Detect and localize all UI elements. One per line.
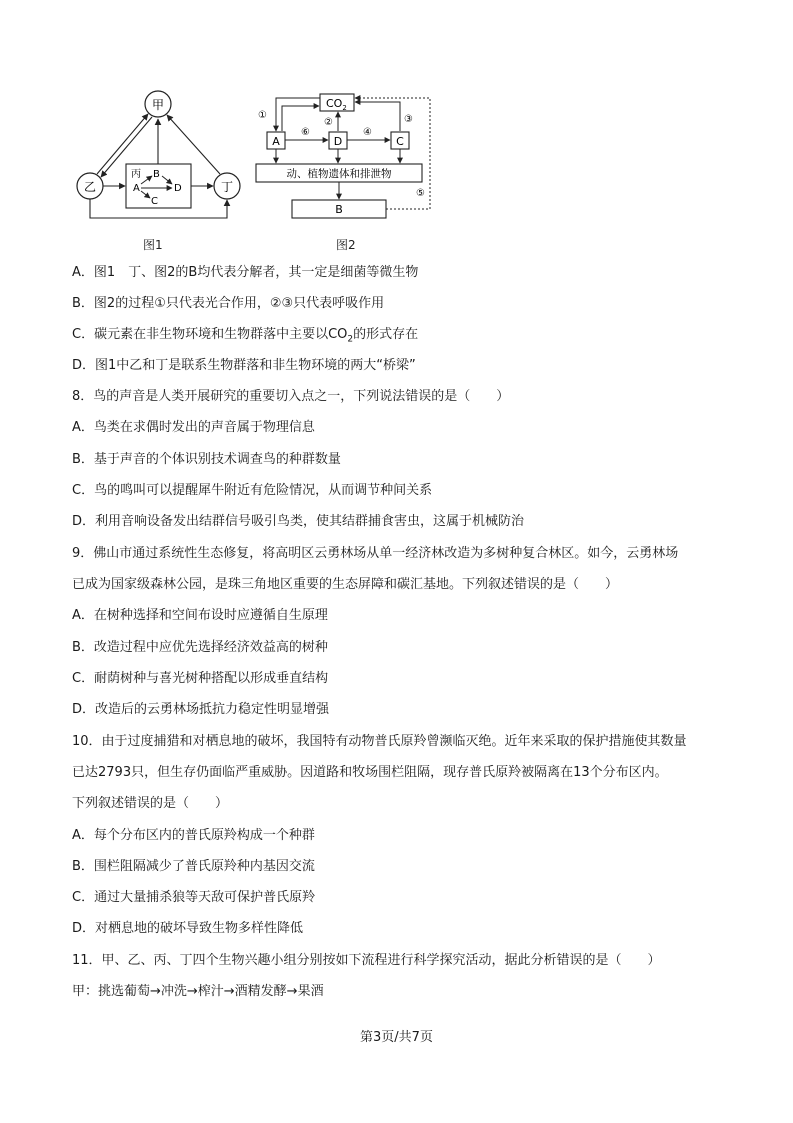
fig1-label-yi: 乙 xyxy=(83,180,97,194)
fig2-label-1: ① xyxy=(258,110,267,121)
fig2-label-D: D xyxy=(333,135,343,148)
q9-option-a: A．在树种选择和空间布设时应遵循自生原理 xyxy=(72,608,328,623)
fig2-label-3: ③ xyxy=(404,114,413,125)
q7-option-c xyxy=(72,326,418,349)
q7-option-c-sub: 2 xyxy=(347,334,354,345)
fig1-label-A: A xyxy=(133,183,140,194)
fig2-label-co2: $CO_2$ xyxy=(326,97,347,112)
figure-1 xyxy=(77,91,240,218)
fig1-label-ding: 丁 xyxy=(220,180,234,194)
q11-flow-jia: 甲：挑选葡萄→冲洗→榨汁→酒精发酵→果酒 xyxy=(72,984,324,999)
q10-stem-line1: 10．由于过度捕猎和对栖息地的破坏，我国特有动物普氏原羚曾濒临灭绝。近年来采取的保护措施使其数量 xyxy=(72,734,687,749)
fig1-label-D: D xyxy=(174,183,182,194)
fig1-label-B: B xyxy=(153,169,160,180)
fig2-label-B: B xyxy=(335,203,343,216)
fig2-label-4: ④ xyxy=(363,127,372,138)
fig2-label-5: ⑤ xyxy=(416,188,425,199)
q11-stem: 11．甲、乙、丙、丁四个生物兴趣小组分别按如下流程进行科学探究活动，据此分析错误的是（ ） xyxy=(72,953,661,968)
q7-option-c-post: 的形式存在 xyxy=(353,327,419,342)
fig2-label-6: ⑥ xyxy=(301,127,310,138)
q8-option-b: B．基于声音的个体识别技术调查鸟的种群数量 xyxy=(72,452,341,467)
fig2-label-C: C xyxy=(396,135,404,148)
q8-stem: 8．鸟的声音是人类开展研究的重要切入点之一，下列说法错误的是（ ） xyxy=(72,389,510,404)
fig2-caption: 图2 xyxy=(336,238,356,252)
fig1-label-jia: 甲 xyxy=(151,98,165,112)
q10-option-b: B．围栏阻隔减少了普氏原羚种内基因交流 xyxy=(72,859,315,874)
fig2-label-A: A xyxy=(272,135,280,148)
q10-stem-line2: 已达2793只，但生存仍面临严重威胁。因道路和牧场围栏阻隔，现存普氏原羚被隔离在13个分布区内。 xyxy=(72,765,668,780)
q7-option-d: D．图1中乙和丁是联系生物群落和非生物环境的两大“桥梁” xyxy=(72,358,416,373)
fig1-caption: 图1 xyxy=(143,238,163,252)
q10-option-c: C．通过大量捕杀狼等天敌可保护普氏原羚 xyxy=(72,890,316,905)
q9-stem-line2: 已成为国家级森林公园，是珠三角地区重要的生态屏障和碳汇基地。下列叙述错误的是（ ） xyxy=(72,577,619,592)
page-footer: 第3页/共7页 xyxy=(360,1030,433,1045)
q7-option-c-pre: C．碳元素在非生物环境和生物群落中主要以CO xyxy=(72,327,348,342)
q8-option-d: D．利用音响设备发出结群信号吸引鸟类，使其结群捕食害虫，这属于机械防治 xyxy=(72,514,525,529)
q7-option-b: B．图2的过程①只代表光合作用，②③只代表呼吸作用 xyxy=(72,296,385,311)
fig1-label-C: C xyxy=(151,196,158,207)
fig1-label-bing: 丙 xyxy=(131,169,141,180)
q8-option-a: A．鸟类在求偶时发出的声音属于物理信息 xyxy=(72,420,315,435)
carbon-cycle-diagrams xyxy=(70,88,450,258)
q10-option-a: A．每个分布区内的普氏原羚构成一个种群 xyxy=(72,828,315,843)
fig2-label-2: ② xyxy=(324,117,333,128)
q10-stem-line3: 下列叙述错误的是（ ） xyxy=(72,796,229,811)
figures-area xyxy=(70,88,450,258)
q9-option-d: D．改造后的云勇林场抵抗力稳定性明显增强 xyxy=(72,702,330,717)
fig2-label-remains: 动、植物遗体和排泄物 xyxy=(286,168,392,180)
q9-option-c: C．耐荫树种与喜光树种搭配以形成垂直结构 xyxy=(72,671,329,686)
q8-option-c: C．鸟的鸣叫可以提醒犀牛附近有危险情况，从而调节种间关系 xyxy=(72,483,433,498)
q9-stem-line1: 9．佛山市通过系统性生态修复，将高明区云勇林场从单一经济林改造为多树种复合林区。如今，云勇林场 xyxy=(72,546,679,561)
q10-option-d: D．对栖息地的破坏导致生物多样性降低 xyxy=(72,921,304,936)
figure-2 xyxy=(256,94,430,218)
q7-option-a: A．图1 丁、图2的B均代表分解者，其一定是细菌等微生物 xyxy=(72,265,419,280)
q9-option-b: B．改造过程中应优先选择经济效益高的树种 xyxy=(72,640,328,655)
